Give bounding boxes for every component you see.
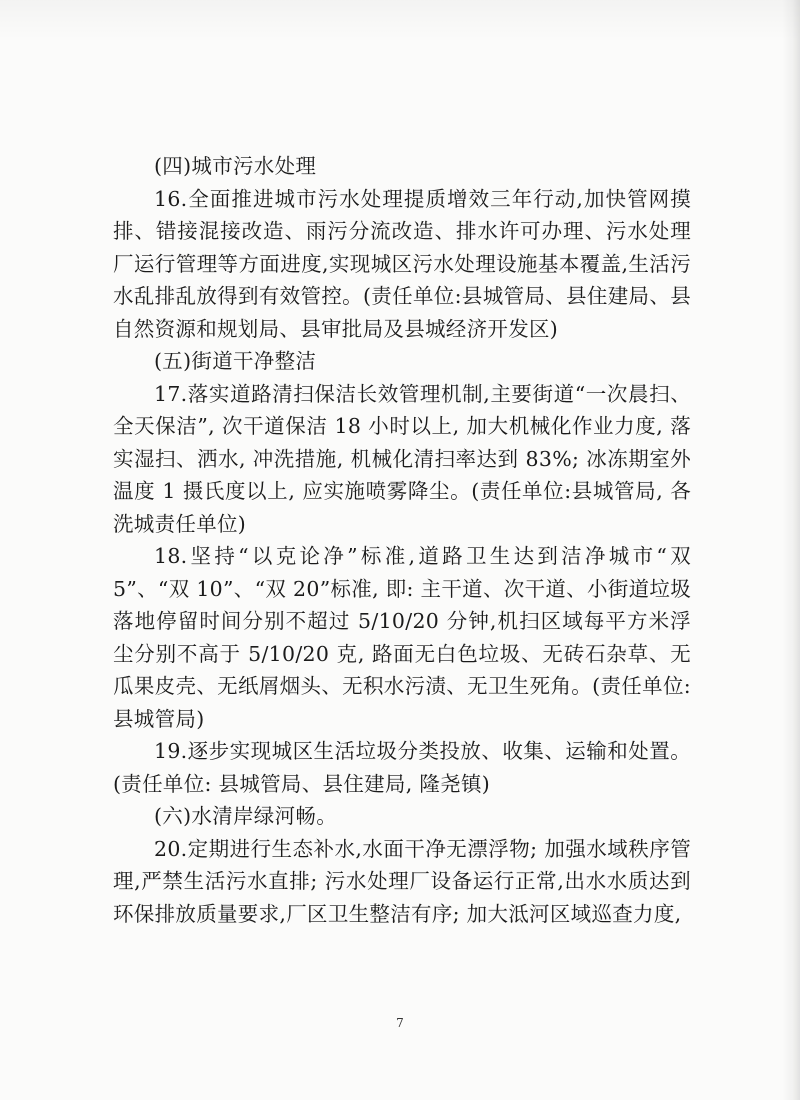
section-heading-4: (四)城市污水处理: [154, 154, 317, 178]
paragraph-19: 19.逐步实现城区生活垃圾分类投放、收集、运输和处置。(责任单位: 县城管局、县住建局, 隆尧镇): [113, 739, 691, 796]
section-heading-5: (五)街道干净整洁: [154, 349, 317, 373]
page-number: 7: [396, 1016, 404, 1030]
paragraph-18: 18.坚持“以克论净”标准,道路卫生达到洁净城市“双 5”、“双 10”、“双 20”标准, 即: 主干道、次干道、小街道垃圾落地停留时间分别不超过 5/10/20 分钟,机扫区域每平方米浮尘分别不高于 5/10/20 克, 路面无白色垃圾、无砖石杂草、无瓜果皮壳、无纸屑烟头、无积水污渍、无卫生死角。(责任单位:县城管局): [113, 544, 691, 731]
paragraph-20: 20.定期进行生态补水,水面干净无漂浮物; 加强水域秩序管理,严禁生活污水直排; 污水处理厂设备运行正常,出水水质达到环保排放质量要求,厂区卫生整洁有序; 加大泜河区域巡查力度,: [113, 836, 691, 926]
document-body: [113, 150, 691, 930]
section-heading-6: (六)水清岸绿河畅。: [154, 804, 337, 828]
paragraph-16: 16.全面推进城市污水处理提质增效三年行动,加快管网摸排、错接混接改造、雨污分流改造、排水许可办理、污水处理厂运行管理等方面进度,实现城区污水处理设施基本覆盖,生活污水乱排乱放得到有效管控。(责任单位:县城管局、县住建局、县自然资源和规划局、县审批局及县城经济开发区): [113, 186, 691, 341]
paragraph-17: 17.落实道路清扫保洁长效管理机制,主要街道“一次晨扫、全天保洁”, 次干道保洁 18 小时以上, 加大机械化作业力度, 落实湿扫、洒水, 冲洗措施, 机械化清扫率达到 83%; 冰冻期室外温度 1 摄氏度以上, 应实施喷雾降尘。(责任单位:县城管局, 各洗城责任单位): [113, 381, 691, 536]
